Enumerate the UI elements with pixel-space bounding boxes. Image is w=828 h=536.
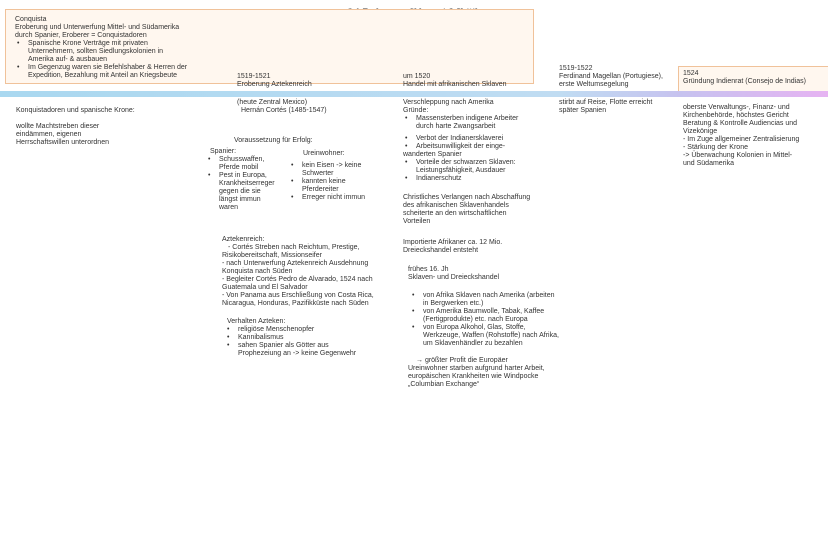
bullet-line: • Spanische Krone Verträge mit privaten	[28, 40, 148, 47]
bullet-line: • Pest in Europa,	[219, 172, 267, 179]
text-line: wollte Machtstreben dieser	[16, 123, 100, 130]
text-line: europäischen Krankheiten wie Windpocke	[408, 373, 539, 380]
bullet-item	[225, 334, 400, 342]
text-line: und Südamerika	[683, 160, 734, 167]
bullet-line: • von Europa Alkohol, Glas, Stoffe,	[423, 324, 526, 331]
text-line: scheiterte an den wirtschaftlichen	[403, 210, 507, 217]
bullet-line: waren	[219, 204, 239, 211]
bullet-item	[289, 162, 399, 178]
bullet-item	[289, 194, 399, 202]
bullet-line: Krankheitserreger	[219, 180, 275, 187]
text-line: Aztekenreich:	[222, 236, 265, 243]
text-line: Konquista nach Süden	[222, 268, 293, 275]
timeline-entry-magellan	[559, 65, 663, 89]
text-line: → größter Profit die Europäer	[416, 357, 508, 364]
text-line: später Spanien	[559, 107, 607, 114]
timeline-date: um 1520	[403, 73, 431, 80]
bullet-line: • Kannibalismus	[238, 334, 284, 341]
bullet-item	[289, 178, 399, 194]
bullet-line: Werkzeuge, Waffen (Rohstoffe) nach Afrika,	[423, 332, 559, 339]
text-line: Herrschaftswillen unterordnen	[16, 139, 109, 146]
text-line: Dreieckshandel entsteht	[403, 247, 479, 254]
bullet-line: durch harte Zwangsarbeit	[416, 123, 496, 130]
bullet-line: Schwerter	[302, 170, 334, 177]
bullet-line: • von Amerika Baumwolle, Tabak, Kaffee	[423, 308, 545, 315]
ureinwohner-label: Ureinwohner:	[303, 150, 345, 157]
bullet-line: in Bergwerken etc.)	[423, 300, 484, 307]
timeline-event: Handel mit afrikanischen Sklaven	[403, 81, 507, 88]
bullet-line: Expedition, Bezahlung mit Anteil an Kriegsbeute	[28, 72, 178, 79]
bullet-line: Amerika auf- & ausbauen	[28, 56, 107, 63]
text-line: Christliches Verlangen nach Abschaffung	[403, 194, 531, 201]
bullet-line: • Schusswaffen,	[219, 156, 265, 163]
bullet-item	[225, 342, 400, 358]
column-heading: Konquistadoren und spanische Krone:	[16, 107, 135, 114]
fruehes-block	[408, 266, 568, 282]
bullet-line: Unternehmern, sollten Siedlungskolonien in	[28, 48, 164, 55]
bullet-item	[206, 172, 296, 212]
text-line: Kirchenbehörde, höchstes Gericht	[683, 112, 789, 119]
bullet-item	[410, 308, 570, 324]
bullet-line: • Im Gegenzug waren sie Befehlshaber & Herren der	[28, 64, 188, 71]
ureinwohner-bullet-list	[289, 162, 399, 202]
timeline-date: 1524	[683, 70, 699, 77]
bullet-line: • Erreger nicht immun	[302, 194, 366, 201]
text-line: - Von Panama aus Erschließung von Costa Rica,	[222, 292, 374, 299]
text-line: frühes 16. Jh	[408, 266, 449, 273]
text-line: Sklaven- und Dreieckshandel	[408, 274, 500, 281]
verhalten-block	[225, 318, 400, 358]
column-konquistadoren	[16, 107, 226, 147]
bullet-line: um Sklavenhändler zu bezahlen	[423, 340, 523, 347]
christliches-block	[403, 194, 563, 226]
bullet-item	[403, 175, 553, 183]
spanier-block	[206, 148, 296, 212]
bullet-line: Pferdereiter	[302, 186, 339, 193]
importierte-block	[403, 239, 563, 255]
indienrat-block	[683, 104, 823, 168]
gruende-bullet-list	[403, 115, 553, 151]
handel-bullet-list	[410, 292, 570, 348]
conquista-line: durch Spanier, Eroberer = Conquistadoren	[15, 32, 147, 39]
text-line: (heute Zentral Mexico)	[237, 99, 308, 106]
timeline-event: Ferdinand Magellan (Portugiese),	[559, 73, 663, 80]
timeline-entry-1520	[403, 73, 507, 89]
bullet-line: • Vorteile der schwarzen Sklaven:	[416, 159, 516, 166]
bullet-item	[403, 115, 553, 131]
text-line: Gründe:	[403, 107, 429, 114]
spanier-bullet-list	[206, 156, 296, 212]
text-line: Vorteilen	[403, 218, 431, 225]
bullet-line: • kein Eisen -> keine	[302, 162, 362, 169]
bullet-line: • Indianerschutz	[416, 175, 462, 182]
bullet-line: Prophezeiung an -> keine Gegenwehr	[238, 350, 357, 357]
bullet-line: • von Afrika Sklaven nach Amerika (arbeiten	[423, 292, 555, 299]
timeline-date: 1519-1521	[237, 73, 271, 80]
bullet-line: • kannten keine	[302, 178, 346, 185]
bullet-line: Leistungsfähigkeit, Ausdauer	[416, 167, 506, 174]
voraussetzung-heading: Voraussetzung für Erfolg:	[234, 137, 313, 144]
text-line: oberste Verwaltungs-, Finanz- und	[683, 104, 790, 111]
text-line: - Im Zuge allgemeiner Zentralisierung	[683, 136, 800, 143]
bullet-item	[225, 326, 400, 334]
aztekenreich-block	[222, 236, 402, 308]
text-line: eindämmen, eigenen	[16, 131, 82, 138]
bullet-item	[403, 143, 553, 151]
bullet-line: • Verbot der Indianersklaverei	[416, 135, 504, 142]
sklaven-gruende-block	[403, 99, 553, 183]
bullet-item	[410, 292, 570, 308]
verhalten-bullet-list	[225, 326, 400, 358]
conquista-line: Eroberung und Unterwerfung Mittel- und Südamerika	[15, 24, 180, 31]
text-line: „Columbian Exchange“	[408, 381, 480, 388]
spanier-label: Spanier:	[210, 148, 237, 155]
aztec-subtitle	[237, 99, 327, 115]
text-line: Guatemala und El Salvador	[222, 284, 308, 291]
text-line: -> Überwachung Kolonien in Mittel-	[683, 152, 793, 159]
bullet-line: • Arbeitsunwilligkeit der einge-	[416, 143, 506, 150]
bullet-item	[15, 40, 533, 64]
text-line: Beratung & Kontrolle Audiencias und	[683, 120, 798, 127]
text-line: wanderten Spanier	[403, 151, 462, 158]
text-line: Verschleppung nach Amerika	[403, 99, 494, 106]
text-line: Nicaragua, Honduras, Pazifikküste nach Süden	[222, 300, 369, 307]
handel-block	[410, 292, 570, 348]
timeline-bar	[0, 91, 828, 97]
conquista-heading: Conquista	[15, 16, 47, 23]
ureinwohner-block	[289, 150, 399, 202]
text-line: - Stärkung der Krone	[683, 144, 748, 151]
bullet-item	[410, 324, 570, 348]
bullet-line: • Massensterben indigene Arbeiter	[416, 115, 519, 122]
bullet-line: längst immun	[219, 196, 261, 203]
timeline-entry-1524	[683, 70, 806, 86]
bullet-line: gegen die sie	[219, 188, 261, 195]
text-line: des afrikanischen Sklavenhandels	[403, 202, 509, 209]
bullet-item	[403, 159, 553, 175]
bullet-line: (Fertigprodukte) etc. nach Europa	[423, 316, 528, 323]
text-line: - Cortés Streben nach Reichtum, Prestige,	[228, 244, 360, 251]
schluss-block	[408, 357, 573, 389]
timeline-entry-1519	[237, 73, 312, 89]
bullet-line: Pferde mobil	[219, 164, 259, 171]
text-line: Hernán Cortés (1485-1547)	[241, 107, 327, 114]
timeline-event: Gründung Indienrat (Consejo de Indias)	[683, 78, 806, 85]
gruende-bullet-list-2	[403, 159, 553, 183]
timeline-event: erste Weltumsegelung	[559, 81, 629, 88]
text-line: Ureinwohner starben aufgrund harter Arbeit,	[408, 365, 545, 372]
text-line: - Begleiter Cortés Pedro de Alvarado, 1524 nach	[222, 276, 373, 283]
text-line: stirbt auf Reise, Flotte erreicht	[559, 99, 653, 106]
text-line: - nach Unterwerfung Aztekenreich Ausdehnung	[222, 260, 369, 267]
bullet-item	[206, 156, 296, 172]
timeline-event: Eroberung Aztekenreich	[237, 81, 312, 88]
verhalten-label: Verhalten Azteken:	[227, 318, 286, 325]
bullet-item	[403, 135, 553, 143]
magellan-block	[559, 99, 674, 115]
text-line: Risikobereitschaft, Missionseifer	[222, 252, 322, 259]
text-line: Vizekönige	[683, 128, 718, 135]
timeline-date: 1519-1522	[559, 65, 593, 72]
text-line: Importierte Afrikaner ca. 12 Mio.	[403, 239, 503, 246]
bullet-line: • sahen Spanier als Götter aus	[238, 342, 329, 349]
bullet-line: • religiöse Menschenopfer	[238, 326, 315, 333]
